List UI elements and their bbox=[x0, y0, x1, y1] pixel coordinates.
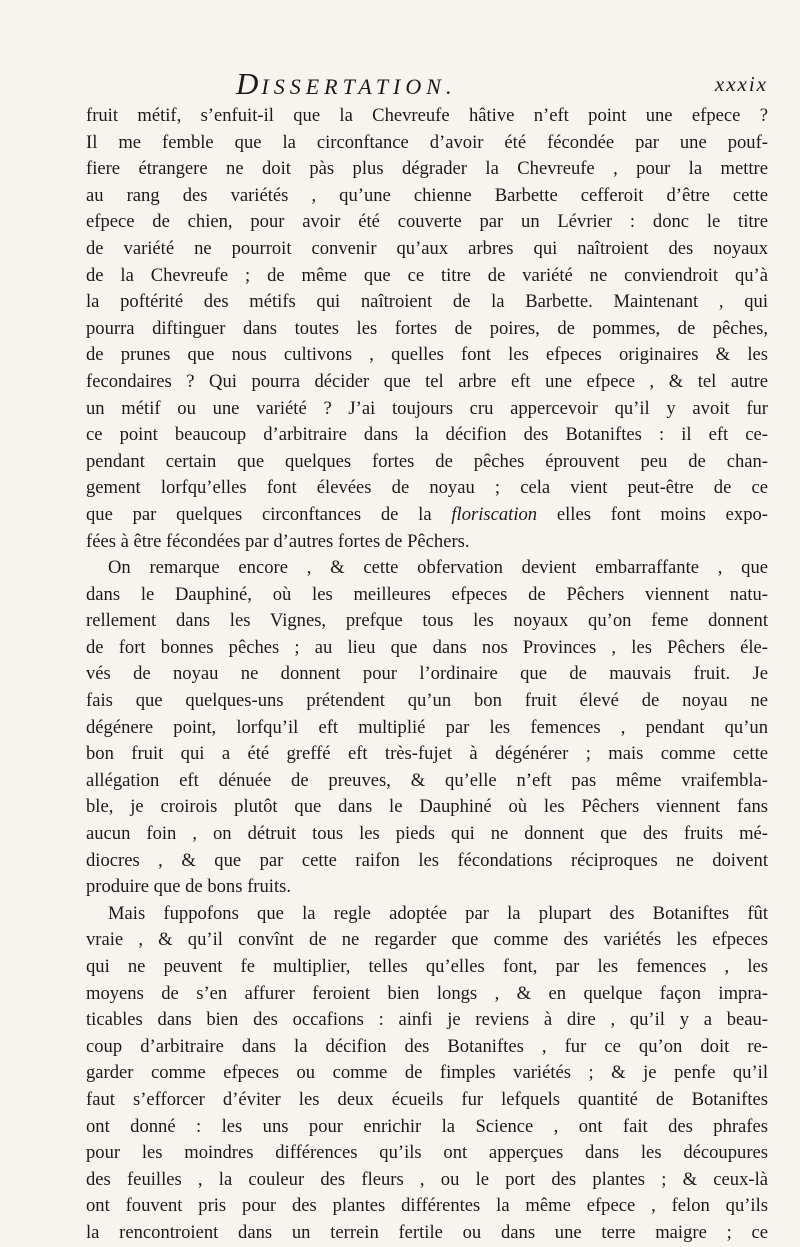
text-line: allégation eft dénuée de preuves, & qu’elle n’eft pas même vraifembla- bbox=[86, 769, 768, 791]
text-line: que par quelques circonftances de la floriscation elles font moins expo- bbox=[86, 503, 768, 525]
text-line: fruit métif, s’enfuit-il que la Chevreufe hâtive n’eft point une efpece ? bbox=[86, 105, 768, 126]
text-line: vraie , & qu’il convînt de ne regarder que comme des variétés les efpeces bbox=[86, 929, 768, 951]
text-line: fais que quelques-uns prétendent qu’un bon fruit élevé de noyau ne bbox=[86, 690, 768, 712]
text-line: pour les moindres différences qu’ils ont apperçues dans les découpures bbox=[86, 1142, 768, 1164]
text-line: coup d’arbitraire dans la décifion des Botaniftes , fur ce qu’on doit re- bbox=[86, 1035, 768, 1057]
text-line: Il me femble que la circonftance d’avoir été fécondée par une pouf- bbox=[86, 131, 768, 153]
text-line: faut s’efforcer d’éviter les deux écueils fur lefquels quantité de Botaniftes bbox=[86, 1088, 768, 1110]
text-line: dans le Dauphiné, où les meilleures efpeces de Pêchers viennent natu- bbox=[86, 583, 768, 605]
text-line: ble, je croirois plutôt que dans le Dauphiné où les Pêchers viennent fans bbox=[86, 796, 768, 818]
running-title-rest: ISSERTATION. bbox=[261, 74, 457, 99]
text-line: garder comme efpeces ou comme de fimples variétés ; & je penfe qu’il bbox=[86, 1062, 768, 1084]
text-line: de la Chevreufe ; de même que ce titre de variété ne conviendroit qu’à bbox=[86, 264, 768, 286]
text-line: Mais fuppofons que la regle adoptée par la plupart des Botaniftes fût bbox=[108, 902, 768, 924]
text-line: de fort bonnes pêches ; au lieu que dans nos Provinces , les Pêchers éle- bbox=[86, 636, 768, 658]
text-line: bon fruit qui a été greffé eft très-fujet à dégénérer ; mais comme cette bbox=[86, 743, 768, 765]
text-line: ont fouvent pris pour des plantes différentes la même efpece , felon qu’ils bbox=[86, 1195, 768, 1217]
text-line: rellement dans les Vignes, prefque tous les noyaux qu’on feme donnent bbox=[86, 610, 768, 632]
text-line: fiere étrangere ne doit pàs plus dégrader la Chevreufe , pour la mettre bbox=[86, 158, 768, 180]
text-line: ce point beaucoup d’arbitraire dans la décifion des Botaniftes : il eft ce- bbox=[86, 424, 768, 446]
running-title bbox=[236, 66, 456, 102]
text-line: moyens de s’en affurer feroient bien longs , & en quelque façon impra- bbox=[86, 982, 768, 1004]
running-title-initial: D bbox=[236, 66, 262, 101]
body-text bbox=[86, 103, 768, 1247]
text-line: gement lorfqu’elles font élevées de noyau ; cela vient peut-être de ce bbox=[86, 477, 768, 499]
text-line: fées à être fécondées par d’autres fortes de Pêchers. bbox=[86, 530, 470, 552]
text-line: la poftérité des métifs qui naîtroient de la Barbette. Maintenant , qui bbox=[86, 291, 768, 313]
text-line: pourra diftinguer dans toutes les fortes de poires, de pommes, de pêches, bbox=[86, 317, 768, 339]
text-line: un métif ou une variété ? J’ai toujours cru appercevoir qu’il y avoit fur bbox=[86, 397, 768, 419]
text-line: efpece de chien, pour avoir été couverte par un Lévrier : donc le titre bbox=[86, 211, 768, 233]
text-line: ont donné : les uns pour enrichir la Science , ont fait des phrafes bbox=[86, 1115, 768, 1137]
text-line: pendant certain que quelques fortes de pêches éprouvent peu de chan- bbox=[86, 450, 768, 472]
text-line: des feuilles , la couleur des fleurs , ou le port des plantes ; & ceux-là bbox=[86, 1168, 768, 1190]
text-line: diocres , & que par cette raifon les fécondations réciproques ne doivent bbox=[86, 849, 768, 871]
text-line: fecondaires ? Qui pourra décider que tel arbre eft une efpece , & tel autre bbox=[86, 370, 768, 392]
page-number: xxxix bbox=[714, 72, 768, 96]
text-line: de prunes que nous cultivons , quelles font les efpeces originaires & les bbox=[86, 344, 768, 366]
text-line: la rencontroient dans un terrein fertile ou dans une terre maigre ; ce bbox=[86, 1221, 768, 1243]
text-line: ticables dans bien des occafions : ainfi je reviens à dire , qu’il y a beau- bbox=[86, 1009, 768, 1031]
text-line: On remarque encore , & cette obfervation devient embarraffante , que bbox=[108, 557, 768, 579]
text-line: de variété ne pourroit convenir qu’aux arbres qui naîtroient des noyaux bbox=[86, 237, 768, 259]
italic-term: floriscation bbox=[451, 503, 538, 525]
running-head bbox=[86, 66, 768, 101]
text-line: produire que de bons fruits. bbox=[86, 876, 292, 898]
text-line: dégénere point, lorfqu’il eft multiplié par les femences , pendant qu’un bbox=[86, 716, 768, 738]
text-line: vés de noyau ne donnent pour l’ordinaire que de mauvais fruit. Je bbox=[86, 663, 768, 685]
text-line: au rang des variétés , qu’une chienne Barbette cefferoit d’être cette bbox=[86, 184, 768, 206]
text-line: aucun foin , on détruit tous les pieds qui ne donnent que des fruits mé- bbox=[86, 823, 768, 845]
text-line: qui ne peuvent fe multiplier, telles qu’elles font, par les femences , les bbox=[86, 956, 768, 977]
